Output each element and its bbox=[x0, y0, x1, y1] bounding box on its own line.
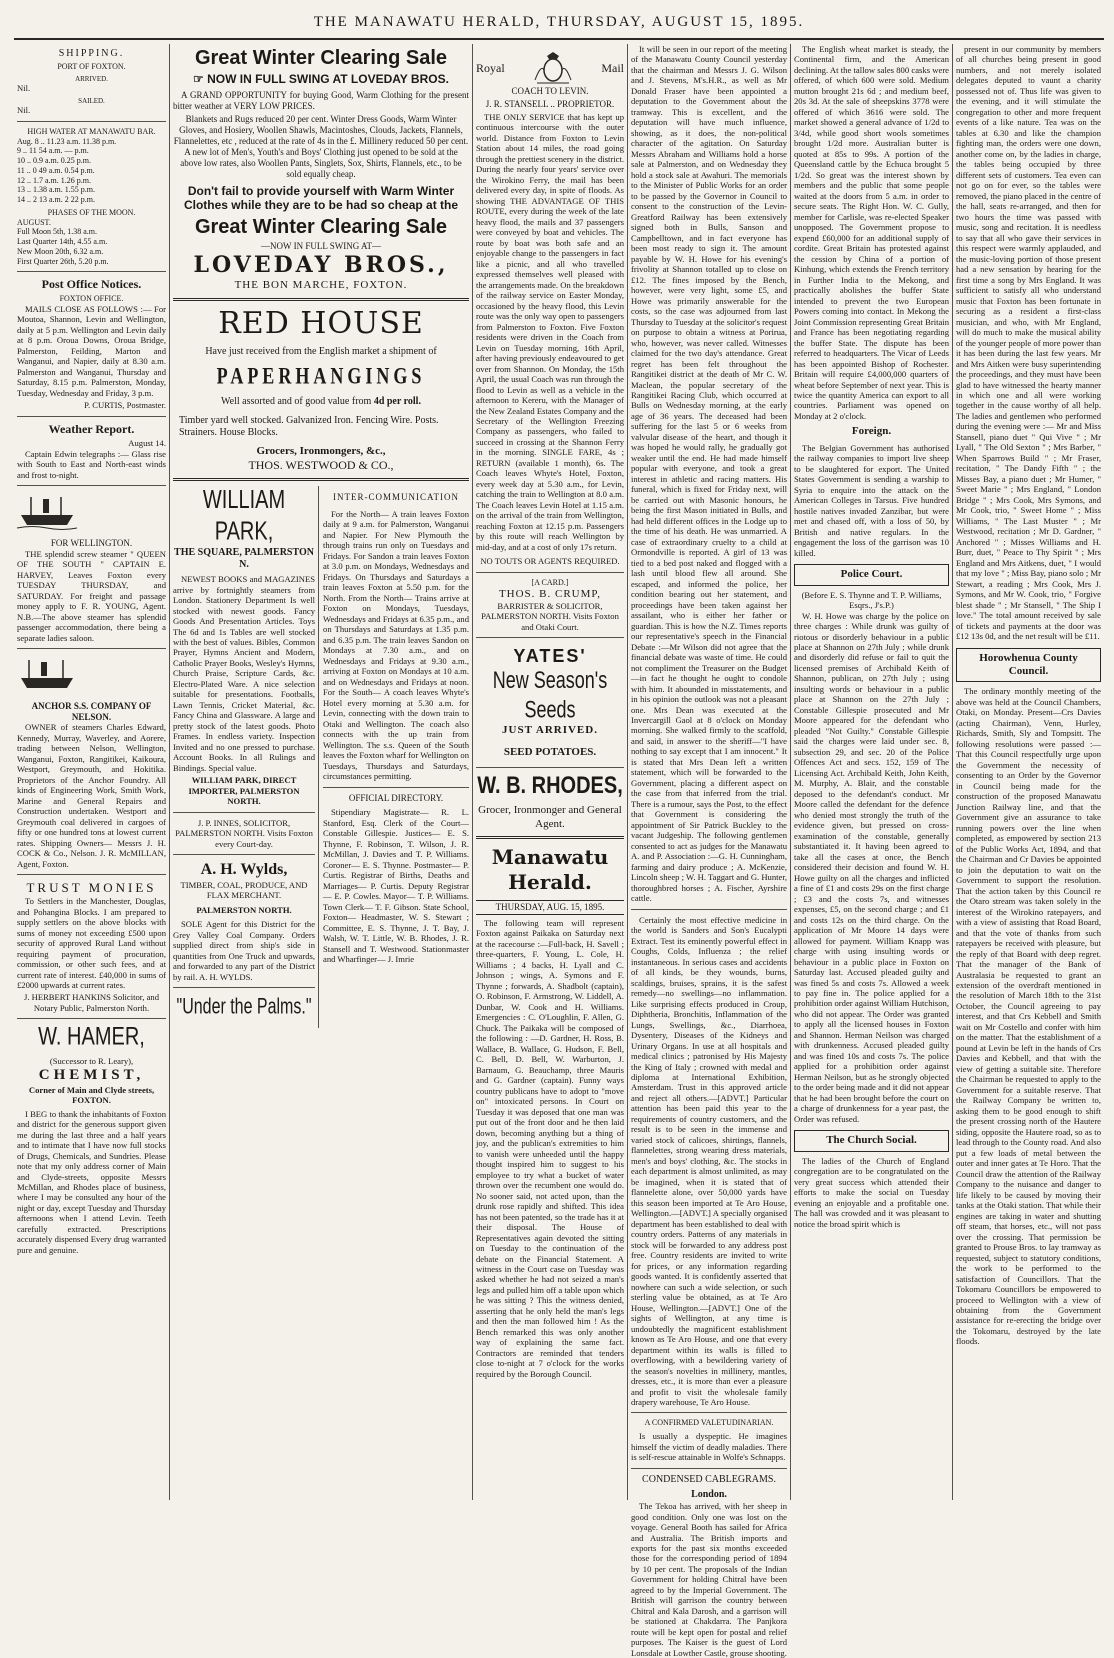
shipping-heading: SHIPPING. bbox=[58, 48, 125, 59]
hamer-heading: W. HAMER, bbox=[38, 1023, 145, 1052]
seeds-heading: New Season's Seeds bbox=[492, 666, 608, 724]
valetudinarian-heading: A CONFIRMED VALETUDINARIAN. bbox=[644, 1418, 774, 1428]
column-2 bbox=[169, 44, 472, 1500]
pointing-hand-icon: ☞ bbox=[193, 72, 208, 87]
moon-row: Last Quarter 14th, 4.55 a.m. bbox=[17, 237, 108, 247]
police-text: W. H. Howe was charge by the police on three charges : While drunk was guilty of riotous or disorderly behaviour in a public place at Shannon on 27th July ; while drunk and disorderly did refuse or fail to quit the licensed premises of Archibald Keith of Shannon, publican, on 27th July ; using insulting words or behaviour in a public place at Shannon on the 27th July ; Constable Gillespie prosecuted and Mr Moore appeared for the defendant who pleaded "Not Guilty." Constable Gillespie said the charges were laid under sec. 8, subsection 29, and sec. 20 of the Police Offences Act and secs. 152, 159 of The Licensing Act. Archibald Keith, John Keith, M. Murphy, A. Blair, and the constable deposed to the defendant's conduct. Mr Moore called the defendant for the defence who denied most strongly the truth of the evidence given, but pressed on cross-examination of the constable, generally substantiated it. It having been agreed to take all the cases at once, the Bench considered their decision and found W. H. Howe guilty on all the charges and inflicted a fine of £1 and costs 29s on the first charge ; £3 and the costs 7s, and witnesses expenses, £5, on the second charge ; and £1 and costs 12s on the third charge. On the application of Mr Moore 14 days were allowed for payment. William Knapp was charge with using insulting words or behaviour in a public place in Foxton on Saturday last. Accused pleaded guilty and was fined 5s and costs 7s. Allowed a week to pay fine in. The police applied for a prohibition order against William Hutchison, who did not appear. The Order was granted to apply all the licensed houses in Foxton and Shannon. Herman Neilson was charged with drunkenness. Accused pleaded guilty and was fined 10s and costs 7s. The police applied for a prohibition order against Herman Neilson, but as he strongly objected to the order being made and it did not appear that he had been brought before the court on a charge of drunkenness for a year past, the Order was refused. bbox=[794, 610, 949, 1124]
arrived-label: ARRIVED. bbox=[75, 74, 108, 83]
paper-price: 4d per roll. bbox=[373, 396, 421, 408]
moon-row: AUGUST. bbox=[17, 217, 51, 227]
tide-row: 11 .. 0 49 a.m. 0.54 p.m. bbox=[17, 165, 95, 175]
news-text-b: Certainly the most effective medicine in the world is Sanders and Son's Eucalypti Extract. Test its eminently powerful effect in Coughs, Colds, Influenza ; the relief instantaneous. In serious cases and accidents of all kinds, be they wounds, burns, scaldings, bruises, sprains, it is the safest remedy—no swellings—no inflammation. Like surprising effects produced in Croup, Diphtheria, Bronchitis, Inflammation of the Lungs, Swellings, &c., Diarrhoea, Dysentery, Diseases of the Kidneys and Urinary Organs. In use at all hospitals and medical clinics ; patronised by His Majesty the King of Italy ; crowned with medal and diploma at International Exhibition, Amsterdam. Trust in this approved article and reject all others.—[ADVT.] Particular attention has been paid this year to the requirements of country customers, and the result is to be seen in the immense and varied stock of calicoes, shirtings, flannels, flannelettes, strong wearing dress materials, men's and boys' clothing, &c. The stocks in each department is almost unlimited, as may be imagined, when it is stated that of flannelette alone, over 50,000 yards have this season been imported at Te Aro House, Wellington.—[ADVT.] A specially organised department has been established to deal with country orders. Patterns of any materials in stock will be forwarded to any address post free. Country residents are invited to write for prices, or any information regarding goods wanted. It is confidently asserted that nowhere can such a wide selection, or such sterling value be obtained, as at Te Aro House, Wellington.—[ADVT.] One of the sights of Wellington, at any time is undoubtedly the magnificent establishment known as Te Aro House, and one that every department within its walls is filled to overflowing, with a bewildering variety of the season's novelties in millinery, mantles, dresses, etc., it is more than ever a pleasure and profit to visit the wholesale family drapery warehouse, Te Aro House. bbox=[631, 914, 787, 1407]
moon-row: New Moon 20th, 6.32 a.m. bbox=[17, 246, 104, 256]
port-label: PORT OF FOXTON. bbox=[57, 62, 126, 72]
tide-row: 12 .. 1.7 a.m. 1.26 p.m. bbox=[17, 175, 91, 185]
foreign-heading: Foreign. bbox=[851, 425, 892, 438]
foreign-text: The Belgian Government has authorised the railway companies to import live sheep to be slaughtered for export. The United States Government is sending a warship to Syria to enquire into the attack on the American Colleges in Tarsus. Five hundred hostile natives invaded Zanzibar, but were met and chased off, with a loss of 50, by British and native regulars. In the engagement the loss of the garrison was 10 killed. bbox=[794, 442, 949, 558]
park-heading: WILLIAM PARK, bbox=[202, 485, 286, 547]
trust-sign: J. HERBERT HANKINS Solicitor, and Notary Public, Palmerston North. bbox=[23, 992, 160, 1013]
seed-potatoes: SEED POTATOES. bbox=[503, 745, 597, 758]
post-office-heading: Post Office Notices. bbox=[41, 277, 142, 292]
wellington-heading: FOR WELLINGTON. bbox=[50, 537, 133, 548]
weather-heading: Weather Report. bbox=[48, 421, 135, 436]
timber-text: Timber yard well stocked. Galvanized Iron. Fencing Wire. Posts. Strainers. House Blocks. bbox=[179, 414, 439, 438]
crump-text: BARRISTER & SOLICITOR, PALMERSTON NORTH. Visits Foxton and Otaki Court. bbox=[481, 600, 619, 632]
park-sub: THE SQUARE, PALMERSTON N. bbox=[174, 546, 314, 570]
county-text: The ordinary monthly meeting of the above was held at the Council Chambers, Otaki, on Monday. Present—Crs Davies (acting Chairman), Venn, Hurley, Richards, Smith, Sly and Tompsitt. The following resolutions were passed :— That this Council respectfully urge upon the Government the necessity of consenting to an Order by the Governor in Council being made for the construction of the proposed Manawatu Junction Railway line, and that the Government give an assurance to take running powers over the line when completed, as empowered by section 213 of the Public Works Act, 1894, and that the Chairman and Cr Davies be appointed to join the deputation to wait on the Government to support the resolution. That the action taken by this Council re the Otaro stream was taken solely in the interest of the Wirokino ratepayers, and with a view of assisting that Road Board, and that the vote of thanks from such ratepayers be received with pleasure, but the reply of that Board with deep regret. That the manager of the Bank of Australasia be requested to grant an extension of the overdraft mentioned in the resolution of March 18th to the 31st October, the Council agreeing to pay interest, and that Crs Kebbell and Smith wait on Mr Costello and confer with him on the matter. That the establishment of a pound at Levin be left in the hands of Crs Davies and Kebbell, and that with the view of getting a suitable site. Therefore the Chairman be requested to apply to the Government for a suitable reserve. That the Railway Company be written to, asking them to be good enough to shift the present crossing north of the Hautere siding, opposite the Hautere road, so as to lead through to the County road. And also put a few loads of metal between the outer and inner gates at Te Horo. That the Council draw the attention of the Railway Company to the nuisance and danger to life likely to be caused by moving their tanks at the Otaki station. That while their engines are taking in water and shutting off steam, that horses, etc., will not pass over the crossing. That permission be granted to Prouse Bros. to lay tramway as requested, subject to statutory conditions, the work to be performed to the satisfaction of Councillors. That the Tokomaru Councillors be empowered to proceed to Wellington with a view of obtaining from the Government assistance for re-erecting the bridge over the Tokomaru, destroyed by the late floods. bbox=[956, 686, 1101, 1347]
official-text: Stipendiary Magistrate— R. L. Stanford, Esq. Clerk of the Court— Constable Gillespie. Justices— E. S. Thynne, F. Robinson, T. Wilson, J. R. McMillan, J. Davies and T. P. Williams. Coroner— E. S. Thynne. Postmaster— P. Curtis. Registrar of Births, Deaths and Marriages— P. Curtis. Deputy Registrar— E. P. Cowles. Mayor— T. P. Williams. Town Clerk— T. F. Gibson. State School, Foxton— Headmaster, W. S. Stewart ; Committee, E. S. Thynne, J. T. Bay, J. Walsh, W. T. Little, W. B. Rhodes, J. R. Stansell and T. Westwood. Stationmaster and Wharfinger— J. Imrie bbox=[323, 807, 469, 965]
moon-table bbox=[17, 218, 166, 267]
yates-heading: YATES' bbox=[513, 646, 587, 667]
park-text: NEWEST BOOKS and MAGAZINES arrive by fortnightly steamers from London. Stationery Department Is well stocked with newest goods. Fancy Goods And Presentation Articles. Toys The 6d and 1s Tables are well stocked with the best of values. Bibles, Common Prayer, Hymns Ancient and Modern, Catholic Prayer Books, Wesley's Hymns, Church Praise, Scripture Cards, &c. Electro-Plated Ware. A nice selection suitable for presentations. Footballs, Lawn Tennis, Cricket Material, &c. Fancy China and Glassware. A large and pretty stock of the latest goods. Photo Frames. In endless variety. Inspection Invited and no one pressed to purchase. Account Books. In all Rulings and Bindings. Special value. bbox=[173, 574, 316, 773]
card-label: [A CARD.] bbox=[531, 577, 569, 587]
hamer-address: Corner of Main and Clyde streets, FOXTON. bbox=[28, 1084, 155, 1106]
post-office-sub: FOXTON OFFICE. bbox=[59, 294, 124, 304]
post-office-text: MAILS CLOSE AS FOLLOWS :— For Moutoa, Shannon, Levin and Wellington, daily at 5 p.m. Wellington and Levin daily at 8 p.m. Oroua Downs, Oroua Bridge, Palmerston, Feilding, Marton and Wanganui, and Napier, daily at 8.30 a.m. Palmerston and Wanganui, Thursday and Saturday, 8.15 p.m. Palmerston, Monday, Tuesday, Wednesday and Friday, 3 p.m. bbox=[17, 303, 166, 398]
hamer-text: I BEG to thank the inhabitants of Foxton and district for the generous support given me during the last three and a half years and to intimate that I have now full stocks of Drugs, Chemicals, and Sundries. Please note that my only address corner of Main and Clyde-streets, opposite Messrs McMillan, and Rhodes place of business, where I may be consulted any hour of the night or day, except Tuesday and Thursday afternoons when I attend Levin. Teeth carefully extracted. Prescriptions accurately dispensed Every drug warranted pure and genuine. bbox=[17, 1108, 166, 1255]
seeds-arrived: JUST ARRIVED. bbox=[502, 724, 598, 737]
moon-heading: PHASES OF THE MOON. bbox=[47, 207, 136, 217]
rhodes-sub: Grocer, Ironmonger and General Agent. bbox=[478, 804, 622, 830]
mail-sub: COACH TO LEVIN. bbox=[511, 86, 589, 96]
wylds-sub: TIMBER, COAL, PRODUCE, AND FLAX MERCHANT. bbox=[180, 879, 308, 901]
cablegrams-heading: CONDENSED CABLEGRAMS. bbox=[642, 1473, 776, 1485]
paperhangings-heading: PAPERHANGINGS bbox=[216, 363, 426, 390]
sailed-value: Nil. bbox=[17, 105, 31, 116]
news-text: The following team will represent Foxton against Paikaka on Saturday next at the racecourse :—Full-back, H. Savell ; three-quarters, F. Young, L. Cole, H. Williams ; 4 backs, H. Lyall and C. Johnson ; wings, A. Symons and F. Thynne ; forwards, A. Shadbolt (captain), O. Robinson, F. Armstrong, W. Liddell, A. Dunbar, W. Cook and H. Williams. Emergencies : C. O'Loughlin, F. Allen, G. Chuck. The Paikaka will be composed of the following : —D. Gardner, H. Ross, B. Wallace, B. Wallace, G. Hudson, F. Bell, C. Bell, D. Bell, W. Warburton, J. Barnaum, G. Beauchamp, three Mauris and G. Gardner (captain). Funny ways country publicans have to adopt to "move on" intoxicated persons. In Court on Tuesday it was deposed that one man was put out of the front door and he then laid down, becoming anything but a thing of joy, and the publican's extremities to him to vanish were unheeded until the happy thought inspired him to suggest to his employee to try what a bucket of water thrown over the recumbent one would do. No sooner said, not acted upon, than the drunk rose rapidly and shifted. This idea has not been patented, so the trade has it at their disposal. The House of Representatives again devoted the sitting on Tuesday to the continuation of the debate on the Financial Statement. A witness in the Court case on Tuesday was asked whether he had not seized a man's legs and pulled him off a table upon which he was sitting ? This the witness denied, asserting that he only held the man's legs and then the man followed him ! As the Bench remarked this was only another way of explaining the same fact. Contractors are reminded that tenders close to-night at 7 o'clock for the works required by the Borough Council. bbox=[476, 918, 624, 1379]
police-sub: (Before E. S. Thynne and T. P. Williams, Esqrs., J's.P.) bbox=[801, 589, 942, 611]
official-heading: OFFICIAL DIRECTORY. bbox=[348, 792, 444, 803]
tide-row: Aug. 8 .. 11.23 a.m. 11.38 p.m. bbox=[17, 136, 117, 146]
mail-text: THE ONLY SERVICE that has kept up continuous intercourse with the outer world. Distance from Foxton to Levin Station about 14 miles, the road going through the prettiest scenery in the district. During the nearly four years' service over the Wirokino Ferry, the mail has been delivered every day, in spite of floods. As showing THE ADVANTAGE OF THIS ROUTE, every during the week of the late heavy flood, the mails and 37 passengers were conveyed by boat and vehicles. The route by boat was both safe and an enjoyable change to the passengers in fact like a picnic, and all who travelled expressed themselves well pleased with the arrangements made. On the breakdown of the railway service on Easter Monday, occasioned by the heavy flood, this Levin route was the only way open to passengers from Palmerston to Foxton. Five Foxton residents were driven in the Coach from Levin on Tuesday morning, 16th April, after having previously endeavoured to get over from Shannon. On Monday, the 15th April, the usual Coach was run through the flood to Levin as well as a vehicle in the afternoon to Kereru, with the Manager of the New Zealand Estates Company and the Secretary of the Wellington Freezing Company as passengers, who failed to succeed in crossing at the Shannon Ferry in the morning. SINGLE FARE, 4s ; RETURN (available 1 month), 6s. The Coach leaves Whyte's Hotel, Foxton, every week day at 5.30 a.m., for Levin, catching the train to Wellington at 8.0 a.m. The Coach leaves Levin Hotel at 1.15 a.m. on the arrival of the train from Wellington, reaching Foxton at 12.15 p.m. Passengers by this route will reach Wellington by mid-day, and at a cost of only 17s return. bbox=[476, 111, 624, 552]
herald-date: THURSDAY, AUG. 15, 1895. bbox=[476, 900, 624, 915]
sale-heading: Great Winter Clearing Sale bbox=[194, 47, 448, 69]
sale-items: Blankets and Rugs reduced 20 per cent. Winter Dress Goods, Warm Winter Gloves, and Hosiery, Woollen Shawls, Macintoshes, Clouds, Jackets, Flannels, Flannelettes, etc , reduced at the rate of 4s in the £. Millinery reduced 50 per cent. A new lot of Men's, Youth's and Boys' Clothing just opened to be sold at the above low rates, also Woollen Pants, Singlets, Sox, Shirts, Flannels, etc., to be sold equally cheap. bbox=[173, 113, 469, 179]
mail-label: Mail bbox=[601, 60, 624, 75]
arrived-value: Nil. bbox=[17, 83, 31, 94]
police-heading: Police Court. bbox=[794, 564, 949, 585]
tide-row: 9 .. 11 54 a.m. — p.m. bbox=[17, 146, 89, 156]
red-house-heading: RED HOUSE bbox=[218, 305, 424, 341]
moon-row: First Quarter 26th, 5.20 p.m. bbox=[17, 256, 109, 266]
grocers-line: Grocers, Ironmongers, &c., bbox=[256, 444, 386, 457]
church-text: The ladies of the Church of England congregation are to be congratulated on the very great success which attended their efforts to make the social on Tuesday evening an enjoyable and a profitable one. The hall was crowded and it was pleasant to notice the broad spirit which is bbox=[794, 1155, 949, 1229]
tide-row: 10 .. 0.9 a.m. 0.25 p.m. bbox=[17, 156, 91, 166]
sailed-label: SAILED. bbox=[78, 96, 105, 105]
cable-text-cont: The English wheat market is steady, the Continental firm, and the American declining. At the tallow sales 800 casks were offered, of which 600 were sold. Medium mutton brought 21s 6d ; and medium beef, 20s 3d. At the sale of sheepskins 3778 were offered of which 3616 were sold. The market showed a general advance of 1/2d to 3/4d, while good short wools sometimes brought 1/2d more. Australian butter is quoted at 85s to 99s. A portion of the Queensland cattle by the Echuca brought 5 1/2d. So great was the interest shown by members and the public that some people waited at the doors from 5 a.m. in order to secure seats. The Right Hon. W. C. Gully, member for Carlisle, was re-elected Speaker unopposed. The Government propose to expend £60,000 for an additional supply of cordite. Great Britain has protested against the cession by China of a portion of Kinhung, which extends the French territory in Further India to the Mekong, and practically abolishes the buffer State intended to prevent the two European Powers coming into contact. In Mekong the Joint Commission representing Great Britain and France has been negotiating regarding the buffer State. The dispute has been referred to headquarters. The Vicar of Leeds has been appointed Bishop of Rochester. Britain will require £4,000,000 quarters of wheat before September of next year. This is twice the quantity America can export to all countries. Parliament was opened on Monday at 2 o'clock. bbox=[794, 44, 949, 421]
post-office-sign: P. CURTIS, Postmaster. bbox=[84, 400, 166, 411]
palms-heading: "Under the Palms." bbox=[176, 995, 312, 1020]
county-heading: Horowhenua County Council. bbox=[956, 648, 1101, 683]
column-5 bbox=[790, 44, 952, 1500]
moon-row: Full Moon 5th, 1.38 a.m. bbox=[17, 227, 98, 237]
bon-marche: THE BON MARCHE, FOXTON. bbox=[234, 279, 408, 292]
red-house-text: Have just received from the English market a shipment of bbox=[205, 346, 437, 358]
sale-now: NOW IN FULL SWING AT LOVEDAY BROS. bbox=[207, 72, 449, 87]
hamer-sub: (Successor to R. Leary), bbox=[49, 1055, 134, 1066]
church-heading: The Church Social. bbox=[794, 1130, 949, 1151]
column-1 bbox=[14, 44, 169, 1500]
wylds-place: PALMERSTON NORTH. bbox=[196, 904, 292, 915]
cablegrams-text: The Tekoa has arrived, with her sheep in good condition. Only one was lost on the voyage. General Booth has sailed for Africa and Australia. The British imports and exports for the past six months exceeded those for the corresponding period of 1894 by 10 per cent. The proposals of the Indian Government for holding Chitral have been agreed to by the Imperial Government. The British will garrison the country between Chitral and Kala Darosh, and a garrison will be stationed at Chakdarra. The Panjkora route will be kept open for postal and relief purposes. The Kaiser is the guest of Lord Lonsdale at Lowther Castle, grouse shooting. bbox=[631, 1501, 787, 1658]
royal-crest-icon bbox=[531, 50, 575, 86]
london-heading: London. bbox=[691, 1488, 727, 1500]
masthead bbox=[14, 6, 1104, 40]
tide-row: 14 .. 2 13 a.m. 2 22 p.m. bbox=[17, 195, 95, 205]
innes-card: J. P. INNES, SOLICITOR, PALMERSTON NORTH. Visits Foxton every Court-day. bbox=[175, 817, 313, 849]
crump-name: THOS. B. CRUMP, bbox=[498, 587, 602, 600]
tide-heading: HIGH WATER AT MANAWATU BAR. bbox=[27, 126, 156, 136]
westwood-name: THOS. WESTWOOD & CO., bbox=[248, 458, 394, 473]
trust-heading: TRUST MONIES bbox=[26, 880, 157, 896]
anchor-heading: ANCHOR S.S. COMPANY OF NELSON. bbox=[31, 700, 152, 722]
wylds-text: SOLE Agent for this District for the Grey Valley Coal Company. Orders supplied direct from ship's side in quantities from One Truck and upwards, and forwarded to any part of the District by rail. A. H. WYLDS. bbox=[173, 919, 316, 982]
royal-label: Royal bbox=[476, 60, 505, 75]
news-text-a: It will be seen in our report of the meeting of the Manawatu County Council yesterday that the chairman and Messrs J. G. Wilson and J. Stevens, M's.H.R., as well as Mr Donald Fraser have been appointed a deputation to the Government about the tramway. This is excellent, and the deputation will have much influence, showing, as it does, the non-political character of the agitation. On Saturday Messrs Abraham and Williams hold a horse sale at Palmerston, and on Wednesday they hold a stock sale at Awahuri. The memorials to the Minister of Public Works for an order to be passed by the Governor in Council to consent to the construction of the Levin-Greatford Railway has been extensively signed both in Bulls, Sanson and Campbelltown, and in fact everyone has been most ready to sign it. The amount payable by W. H. Howe for his evening's frivolity at Shannon totalled up to close on £12. The fines imposed by the Bench, however, were very light, some £5, and Howe was primarily answerable for the costs, so the case was adjourned from last Thursday to Tuesday at the solicitor's request on purpose to obtain a witness at Porirua, who, however, was never called. Witnesses claimed for the two day's attendance. Great regret has been felt throughout the Rangitikei district at the death of Mr C. W. Maclean, the popular secretary of the Rangitikei Racing Club, which occurred at Bulls on Wednesday morning, at the early age of 36 years. The deceased had been suffering for the last 5 or 6 weeks from valvular disease of the heart, and though it was hoped he would rally, he gradually got weaker until the end. He had made himself popular with everyone, and took a great interest in athletic and racing matters. His funeral, which is fixed for Friday next, will be carried out with Masonic honours, he being the first Mason initiated in Bulls, and had held different offices in the Lodge up to the time of his death. He was unmarried. A case of extraordinary cruelty to a child at Ormondville is reported. A girl of 13 was tied to a bed post naked and flogged with a lash until blood flew all around. She escaped, and informed the police, her condition bearing out her statement, and proceedings have been taken against her assailant, who is either her father or guardian. This is how the N.Z. Times reports our representative's speech in the Financial Debate :—Mr Wilson did not agree that the financial debate was waste of time. He could not compliment the Treasurer on the Budget—in fact he thought he ought to condole with him. It abounded in misstatements, and in his opinion the outlook was not a pleasant one. Mrs Dean was executed at the Invercargill Gaol at 8 o'clock on Monday morning. She walked firmly to the scaffold, and said, in answer to the sheriff—"I have nothing to say except that I am innocent." It is stated that Mrs Dean left a written statement, which will be forwarded to the Government, placing a different aspect on the case from that inferred from the trial. There is a rumour, says the Post, to the effect that Government is considering the appointment of Sir Patrick Buckley to the vacant Judgeship. The following gentlemen consented to act as judges for the Manawatu A. and P. Association :—G. H. Cunningham, farming and dairy produce ; A. McKenzie, Lincoln sheep ; W. H. Taggart and G. Hunter, thoroughbred horses ; A. Fischer, Ayrshire cattle. bbox=[631, 44, 787, 904]
valetudinarian-text: Is usually a dyspeptic. He imagines himself the victim of deadly maladies. There is self-rescue attainable in Wolfe's Schnapps. bbox=[631, 1431, 787, 1463]
column-4 bbox=[627, 44, 790, 1658]
inter-text: For the North— A train leaves Foxton daily at 9 a.m. for Palmerston, Wanganui and Napier. For New Plymouth the through trains run only on Tuesdays and Fridays. For Sandon a train leaves Foxton at 3.0 p.m. on Mondays, Wednesdays and Fridays. On Thursdays and Saturdays a train leaves Foxton at 5.50 p.m. for the North. From the North— Trains arrive at Foxton on Mondays, Tuesdays, Wednesdays and Fridays at 6.35 p.m., and on Thursdays and Saturdays at 1.35 p.m. and 6.35 p.m. The train leaves Sandon on Mondays at 7.30 a.m., and on Wednesdays and Fridays at 9.30 a.m., arriving at Foxton on Mondays at 10 a.m. and on Wednesdays and Fridays at noon. For the South— A coach leaves Whyte's Hotel every morning at 5.30 a.m. for Levin, connecting with the down train to Otaki and Wellington. The coach also connects with the up train from Wellington. The s.s. Queen of the South leaves the Foxton wharf for Wellington on Tuesdays, Thursdays and Saturdays, circumstances permitting. bbox=[323, 508, 469, 782]
anchor-steamer-icon bbox=[17, 658, 77, 694]
sale-text: A GRAND OPPORTUNITY for buying Good, Warm Clothing for the present bitter weather at VERY LOW PRICES. bbox=[173, 90, 469, 111]
loveday-brand: LOVEDAY BROS., bbox=[193, 252, 449, 279]
tide-row: 13 .. 1.38 a.m. 1.55 p.m. bbox=[17, 185, 95, 195]
tide-table bbox=[17, 137, 166, 205]
sale-bold-text: Don't fail to provide yourself with Warm Winter Clothes while they are to be had so cheap at the bbox=[183, 183, 459, 213]
masthead-title: THE MANAWATU HERALD, THURSDAY, AUGUST 15, 1895. bbox=[313, 13, 805, 30]
steamer-icon bbox=[17, 495, 77, 531]
hamer-trade: CHEMIST, bbox=[38, 1067, 145, 1084]
column-6 bbox=[952, 44, 1104, 1500]
column-3 bbox=[472, 44, 627, 1500]
wylds-heading: A. H. Wylds, bbox=[200, 861, 288, 879]
paper-text: Well assorted and of good value from bbox=[221, 396, 372, 408]
anchor-text: OWNER of steamers Charles Edward, Kennedy, Murray, Waverley, and Aorere, trading between Nelson, Wellington, Wanganui, Foxton, Rangitikei, Kaikoura, Westport, Greymouth, and Hokitika. Proprietors of the Anchor Foundry. All kinds of Engineering Work, Smith Work, Marine and General Repairs and Construction undertaken. Westport and Greymouth coal delivered in cargoes of fifty or one hundred tons at lowest current rates. Shipping Owners— Messrs J. H. COCK & Co., Nelson. J. R. McMILLAN, Agent, Foxton. bbox=[17, 722, 166, 869]
column-2-left bbox=[173, 486, 319, 1028]
sale-heading-2: Great Winter Clearing Sale bbox=[194, 216, 448, 239]
weather-text: Captain Edwin telegraphs :— Glass rise with South to East and North-east winds and frost to-night. bbox=[17, 448, 166, 480]
herald-nameplate: Manawatu Herald. bbox=[491, 845, 609, 894]
touts-line: NO TOUTS OR AGENTS REQUIRED. bbox=[480, 556, 620, 567]
wellington-text: THE splendid screw steamer " QUEEN OF THE SOUTH " CAPTAIN E. HARVEY, Leaves Foxton every TUESDAY THURSDAY, and SATURDAY. For freight and passage money apply to F. R. YOUNG, Agent. N.B.—The above steamer has splendid passenger accommodation, there being a separate ladies saloon. bbox=[17, 548, 166, 643]
inter-heading: INTER-COMMUNICATION bbox=[333, 491, 460, 502]
column-2-right bbox=[323, 486, 469, 1028]
sale-now-2: —NOW IN FULL SWING AT— bbox=[261, 241, 381, 252]
weather-date: August 14. bbox=[128, 438, 166, 449]
mail-proprietor: J. R. STANSELL .. PROPRIETOR. bbox=[485, 98, 615, 109]
rhodes-heading: W. B. RHODES, bbox=[477, 772, 623, 800]
trust-text: To Settlers in the Manchester, Douglas, and Pohangina Blocks. I am prepared to supply settlers on the above blocks with sums of money not exceeding £500 upon security of approved Rural Land without requiring payment of procuration, commission, or other such fees, and at current rate of interest. £40,000 in sums of £2000 upwards at current rates. bbox=[17, 896, 166, 990]
church-text-cont: present in our community by members of all churches being present in good numbers, and not merely isolated delegates deputed to vaunt a charity possessed not of. Thus life was given to the evening, and it will stimulate the congregation to other and more frequent events of a like nature. Tea was on the tables at 6.30 and like the champion fighting man, the orders were one down, another come on, by the ladies in charge, the tables being occupied by three different sets of customers. Tea even can not go on for ever, so the tables were removed, the piano placed in the centre of the hall, seats re-arranged, and then for two hours the time was passed with music, song and recitation. It is needless to say that all who gave their services in this respect were warmly applauded, and the music-loving portion of those present had a new sensation by hearing for the first time a song by Mrs England. It was sufficient to satisfy all who understand music that Foxton has been fortunate in securing as a resident a first-class musician, and who, with Mr England, will do much to make the musical ability of the younger people of more power than it has been during the last few years. Mr and Mrs Aitken were busy superintending the proceedings, and they must have been glad to have witnessed the hearty manner in which one and all were working together in the cause worthy of all help. The ladies and gentlemen who performed during the evening were :— Mr and Miss Stansell, piano duet " Qui Vive " ; Mr Lyall, " The Old Sexton " ; Mrs Barber, " When Sparrows Build " ; Mr Fraser, recitation, " The Dandy Fifth " ; the Misses Bay, a piano duet ; Mr Humer, " Sweet Marie " ; Mrs England, " London Bridge " ; Mrs Cook, Mrs Symons, and Mr Cook, trio, " Sweet Home " ; Miss Williams, " The Last Muster " ; Mr Westwood, recitation ; Mr D. Gardner, " Anchored " ; Misses Williams and H. Burr, duet, " Peace to Thy Spirit " ; Mrs England and Mrs Aitkens, duet, " I would that my love " ; Miss Bay, piano solo ; Mr Stewart, a reading ; Mrs Cook, Mrs J. Symons, and Mr W. Cook, trio, " Forgive blest shade " ; Mr Stansell, " The Ship I love." The total amount received by sale of tickets and payments at the door was £12 13s 0d, and the net result will be £11. bbox=[956, 44, 1101, 642]
park-sign: WILLIAM PARK, DIRECT IMPORTER, PALMERSTON NORTH. bbox=[188, 775, 300, 807]
